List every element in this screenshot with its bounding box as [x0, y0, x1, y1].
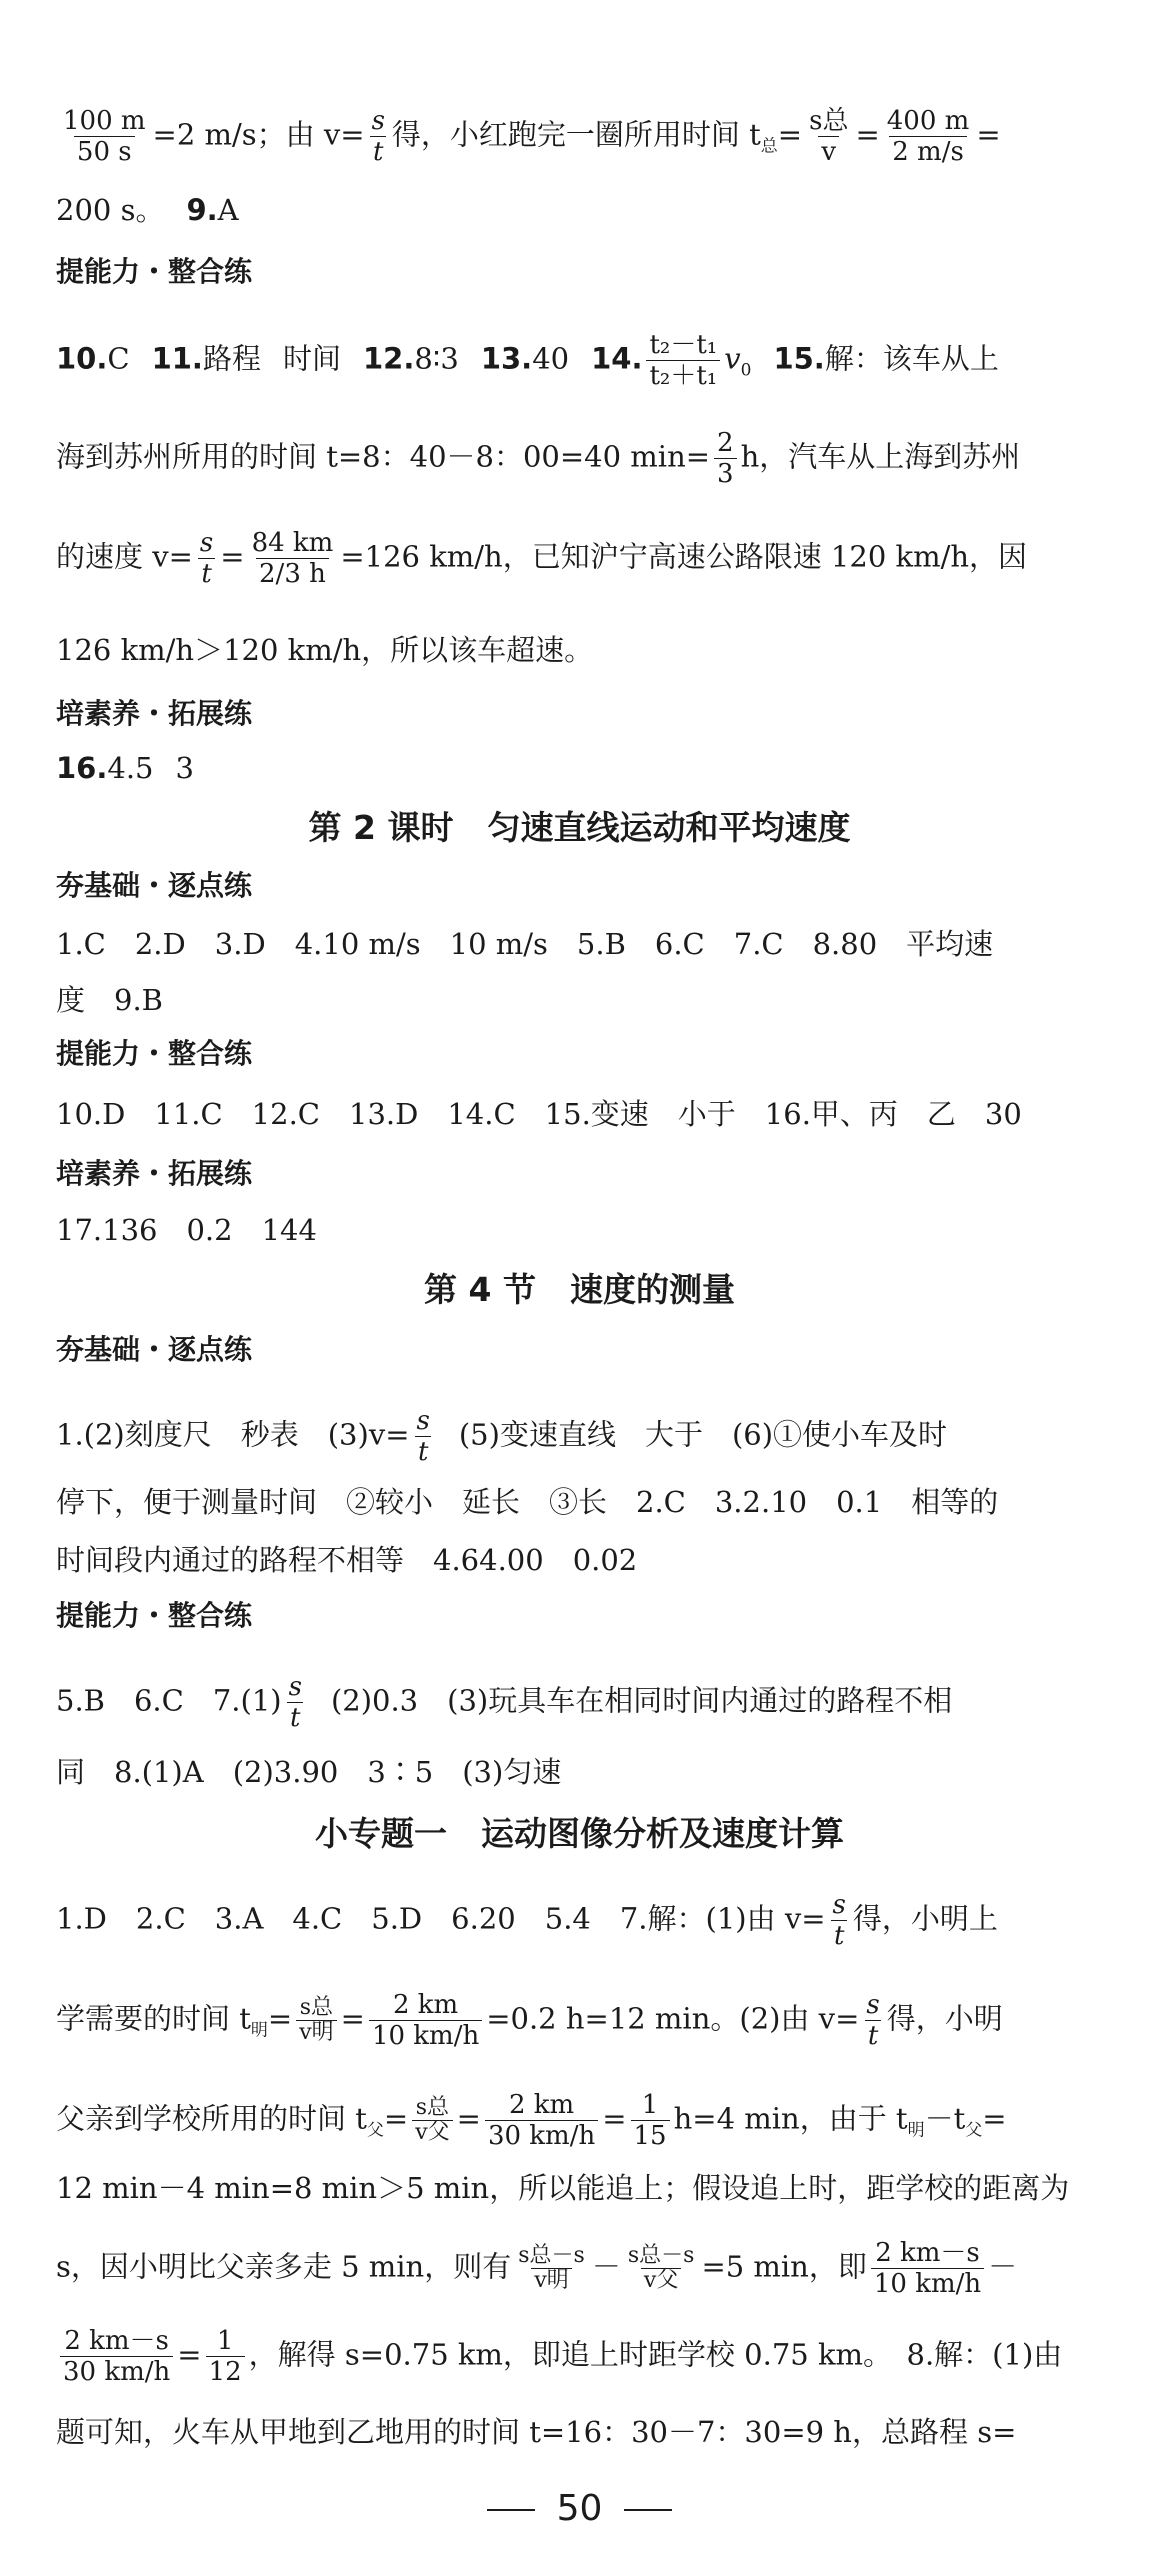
answer-line-16: 同 8.(1)A (2)3.90 3∶5 (3)匀速	[56, 1755, 562, 1789]
fraction: $\frac{\text{s总}}{\text{v明}}$	[296, 1996, 336, 2045]
fraction: $\frac{2 km-s}{10 km/h}$	[871, 2238, 984, 2299]
section-heading: 培素养・拓展练	[56, 1157, 253, 1190]
answer-line-15: 5.B 6.C 7.(1) $\frac{s}{t}$ (2)0.3 (3)玩具车在相同时间内通过的路程不相	[56, 1672, 953, 1733]
answer-line-3: 10.C 11.路程 时间 12.8∶3 13.40 14. $\frac{\text{t₂－t₁}}{\text{t₂＋t₁}}$ $v_0$ 15.解：该车从上	[56, 330, 999, 391]
fraction: $\frac{1}{15}$	[631, 2090, 670, 2151]
section-heading: 提能力・整合练	[56, 1599, 253, 1632]
fraction: $\frac{400 m}{2 m/s}$	[886, 106, 970, 167]
answer-line-13: 停下，便于测量时间 ②较小 延长 ③长 2.C 3.2.10 0.1 相等的	[56, 1485, 999, 1519]
answer-line-19: 父亲到学校所用的时间 $t_父=$ $\frac{\text{s总}}{\text{v父}}$ = $\frac{2 km}{30 km/h}$ = $\frac{1}{15}$ h=4 min，由于 $t_明-t_父=$	[56, 2090, 1007, 2151]
answer-line-7: 16.4.5 3	[56, 751, 194, 785]
fraction: $\frac{\text{s总－s}}{\text{v明}}$	[518, 2243, 585, 2293]
fraction: $\frac{s}{t}$	[416, 1406, 430, 1467]
fraction: $\frac{\text{s总}}{\text{v父}}$	[412, 2096, 452, 2145]
answer-line-9: 度 9.B	[56, 983, 163, 1017]
answer-line-5: 的速度 v= $\frac{s}{t}$ = $\frac{84 km}{2/3 h}$ =126 km/h，已知沪宁高速公路限速 120 km/h，因	[56, 528, 1028, 589]
answer-line-20: 12 min－4 min=8 min＞5 min，所以能追上；假设追上时，距学校的距离为	[56, 2171, 1070, 2205]
answer-line-22: $\frac{2 km-s}{30 km/h}$ = $\frac{1}{12}$ ，解得 s=0.75 km，即追上时距学校 0.75 km。 8.解：(1)由	[56, 2326, 1107, 2387]
fraction: $\frac{\text{s总}}{v}$	[809, 106, 849, 167]
fraction: $\frac{s}{t}$	[832, 1890, 846, 1951]
answer-line-12: 1.(2)刻度尺 秒表 (3)v= $\frac{s}{t}$ (5)变速直线 大于 (6)①使小车及时	[56, 1406, 948, 1467]
fraction: $\frac{s}{t}$	[866, 1990, 880, 2051]
fraction: $\frac{s}{t}$	[371, 106, 385, 167]
fraction: $\frac{100 m}{50 s}$	[63, 106, 146, 167]
answer-line-10: 10.D 11.C 12.C 13.D 14.C 15.变速 小于 16.甲、丙 乙 30	[56, 1097, 1022, 1131]
answer-line-1: $\frac{100 m}{50 s}$ =2 m/s；由 v= $\frac{s}{t}$ 得，小红跑完一圈所用时间 $t_总=$ $\frac{\text{s总}}{v}$ = $\frac{400 m}{2 m/s}$ =	[56, 106, 1107, 167]
fraction: $\frac{s}{t}$	[288, 1672, 302, 1733]
answer-line-8: 1.C 2.D 3.D 4.10 m/s 10 m/s 5.B 6.C 7.C 8.80 平均速	[56, 927, 994, 961]
answer-line-4: 海到苏州所用的时间 t=8：40－8：00=40 min= $\frac{2}{3}$ h，汽车从上海到苏州	[56, 428, 1021, 489]
section-heading: 提能力・整合练	[56, 1037, 253, 1070]
answer-line-23: 题可知，火车从甲地到乙地用的时间 t=16：30－7：30=9 h，总路程 s=	[56, 2415, 1017, 2449]
fraction: $\frac{s}{t}$	[199, 528, 214, 589]
section-heading: 夯基础・逐点练	[56, 869, 253, 902]
answer-line-21: s，因小明比父亲多走 5 min，则有 $\frac{\text{s总－s}}{\text{v明}}$ － $\frac{\text{s总－s}}{\text{v父}}$ =5 min，即 $\frac{2 km-s}{10 km/h}$ －	[56, 2238, 1018, 2299]
answer-line-18: 学需要的时间 $t_明=$ $\frac{\text{s总}}{\text{v明}}$ = $\frac{2 km}{10 km/h}$ =0.2 h=12 min。(2)由 v= $\frac{s}{t}$ 得，小明	[56, 1990, 1003, 2051]
answer-line-6: 126 km/h＞120 km/h，所以该车超速。	[56, 633, 594, 667]
fraction: $\frac{2 km}{30 km/h}$	[485, 2090, 598, 2151]
section-heading: 提能力・整合练	[56, 255, 253, 288]
section-title: 第 4 节 速度的测量	[424, 1270, 735, 1309]
answer-line-17: 1.D 2.C 3.A 4.C 5.D 6.20 5.4 7.解：(1)由 v= $\frac{s}{t}$ 得，小明上	[56, 1890, 998, 1951]
answer-line-14: 时间段内通过的路程不相等 4.64.00 0.02	[56, 1543, 638, 1577]
topic-title: 小专题一 运动图像分析及速度计算	[315, 1814, 844, 1853]
section-heading: 培素养・拓展练	[56, 697, 253, 730]
answer-line-2: 200 s。 9.A	[56, 193, 239, 227]
fraction: $\frac{84 km}{2/3 h}$	[251, 528, 334, 589]
page-number: 50	[0, 2488, 1159, 2529]
lesson-title: 第 2 课时 匀速直线运动和平均速度	[308, 808, 851, 847]
fraction: $\frac{2 km-s}{30 km/h}$	[60, 2326, 173, 2387]
fraction: $\frac{\text{s总－s}}{\text{v父}}$	[627, 2243, 695, 2293]
section-heading: 夯基础・逐点练	[56, 1333, 253, 1366]
fraction: $\frac{1}{12}$	[206, 2326, 245, 2387]
fraction: $\frac{2 km}{10 km/h}$	[369, 1990, 482, 2051]
fraction: $\frac{2}{3}$	[714, 428, 737, 489]
fraction: $\frac{\text{t₂－t₁}}{\text{t₂＋t₁}}$	[646, 330, 720, 391]
answer-line-11: 17.136 0.2 144	[56, 1213, 317, 1247]
